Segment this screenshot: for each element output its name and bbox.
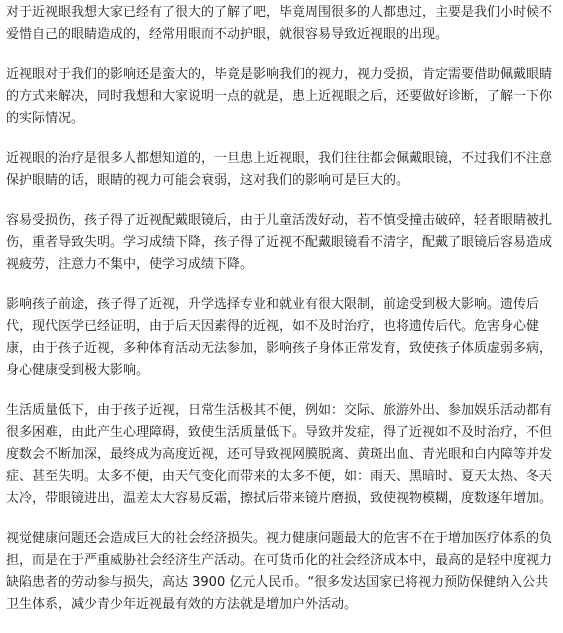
paragraph-4: 容易受损伤，孩子得了近视配戴眼镜后，由于儿童活泼好动，若不慎受撞击破碎，轻者眼睛被扎伤，重者导致失明。学习成绩下降，孩子得了近视不配戴眼镜看不清字，配戴了眼镜后容易造成视疲劳，注意力不集中，使学习成绩下降。 [6,213,553,272]
paragraph-7: 视觉健康问题还会造成巨大的社会经济损失。视力健康问题最大的危害不在于增加医疗体系的负担，而是在于严重威胁社会经济生产活动。在可货币化的社会经济成本中，最高的是轻中度视力缺陷患者的劳动参与损失，高达 3900 亿元人民币。“很多发达国家已将视力预防保健纳入公共卫生体系，减少青少年近视最有效的方法就是增加户外活动。 [6,531,553,612]
paragraph-2: 近视眼对于我们的影响还是蛮大的，毕竟是影响我们的视力，视力受损，肯定需要借助佩戴眼睛的方式来解决，同时我想和大家说明一点的就是，患上近视眼之后，还要做好诊断，了解一下你的实际情况。 [6,67,553,126]
paragraph-1: 对于近视眼我想大家已经有了很大的了解了吧，毕竟周围很多的人都患过，主要是我们小时候不爱惜自己的眼睛造成的，经常用眼而不动护眼，就很容易导致近视眼的出现。 [6,5,553,42]
paragraph-3: 近视眼的治疗是很多人都想知道的，一旦患上近视眼，我们往往都会佩戴眼镜，不过我们不注意保护眼睛的话，眼睛的视力可能会衰弱，这对我们的影响可是巨大的。 [6,151,553,188]
paragraph-6: 生活质量低下，由于孩子近视，日常生活极其不便，例如：交际、旅游外出、参加娱乐活动都有很多困难，由此产生心理障碍，致使生活质量低下。导致并发症，得了近视如不及时治疗，不但度数会不断加深，最终成为高度近视，还可导致视网膜脱离、黄斑出血、青光眼和白内障等并发症、甚至失明。太多不便，由天气变化而带来的太多不便，如：雨天、黑暗时、夏天太热、冬天太冷，带眼镜进出，温差太大容易反霜，擦拭后带来镜片磨损，致使视物模糊，度数逐年增加。 [6,403,553,506]
paragraph-5: 影响孩子前途，孩子得了近视，升学选择专业和就业有很大限制，前途受到极大影响。遗传后代，现代医学已经证明，由于后天因素得的近视，如不及时治疗，也将遗传后代。危害身心健康，由于孩子近视，多种体育活动无法参加，影响孩子身体正常发育，致使孩子体质虚弱多病，身心健康受到极大影响。 [6,297,553,378]
